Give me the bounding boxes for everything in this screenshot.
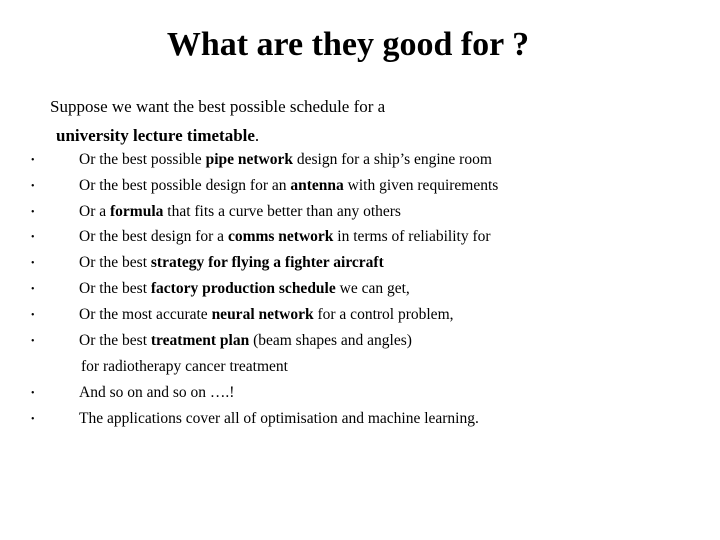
bullet-text-bold: antenna [290,177,344,194]
bullet-text-post: design for a ship’s engine room [293,151,492,168]
bullet-marker: • [31,232,35,243]
bullet-text [79,410,479,428]
intro-paragraph [50,92,385,150]
bullet-text-pre: Or the best [79,280,151,297]
bullet-text-bold: neural network [211,306,314,323]
bullet-marker: • [31,284,35,295]
bullet-marker: • [31,258,35,269]
bullet-text-pre: Or a [79,203,110,220]
bullet-item-8-continuation: for radiotherapy cancer treatment [81,358,288,375]
bullet-text [79,332,412,350]
bullet-text-bold: treatment plan [150,332,250,349]
bullet-marker: • [31,207,35,218]
bullet-marker: • [31,388,35,399]
bullet-text-pre: Or the best possible [79,151,206,168]
intro-bold-phrase: university lecture timetable [56,126,255,145]
bullet-text [79,203,401,221]
bullet-text-pre: Or the best design for a [79,228,228,245]
intro-line-2-end: . [254,126,260,145]
bullet-text-post: we can get, [335,280,410,297]
bullet-text-post: in terms of reliability for [333,228,491,245]
intro-line-2 [50,121,385,150]
bullet-text [79,280,410,298]
bullet-text-post: (beam shapes and angles) [249,332,412,349]
bullet-marker: • [31,181,35,192]
bullet-text [79,306,454,324]
bullet-text-pre: Or the most accurate [79,306,212,323]
bullet-text-bold: comms network [227,228,334,245]
bullet-text-bold: pipe network [205,151,293,168]
intro-line-1: Suppose we want the best possible schedule for a [50,97,386,116]
bullet-text-post: that fits a curve better than any others [163,203,401,220]
bullet-text [79,151,492,169]
bullet-text [79,254,384,272]
bullet-text-bold: factory production schedule [150,280,336,297]
bullet-text [79,177,498,195]
bullet-text-post: with given requirements [343,177,499,194]
bullet-text-pre: And so on and so on ….! [79,384,235,401]
bullet-text-pre: Or the best [79,332,151,349]
bullet-text-post: for a control problem, [313,306,454,323]
bullet-marker: • [31,336,35,347]
bullet-marker: • [31,414,35,425]
bullet-text-pre: Or the best possible design for an [79,177,291,194]
bullet-text [79,384,234,402]
bullet-text-pre: Or the best [79,254,151,271]
bullet-marker: • [31,310,35,321]
bullet-marker: • [31,155,35,166]
bullet-text-bold: formula [110,203,164,220]
slide-title: What are they good for ? [166,26,530,63]
bullet-text-bold: strategy for flying a fighter aircraft [150,254,384,271]
bullet-text [79,228,491,246]
bullet-text-pre: The applications cover all of optimisation and machine learning. [79,410,479,427]
